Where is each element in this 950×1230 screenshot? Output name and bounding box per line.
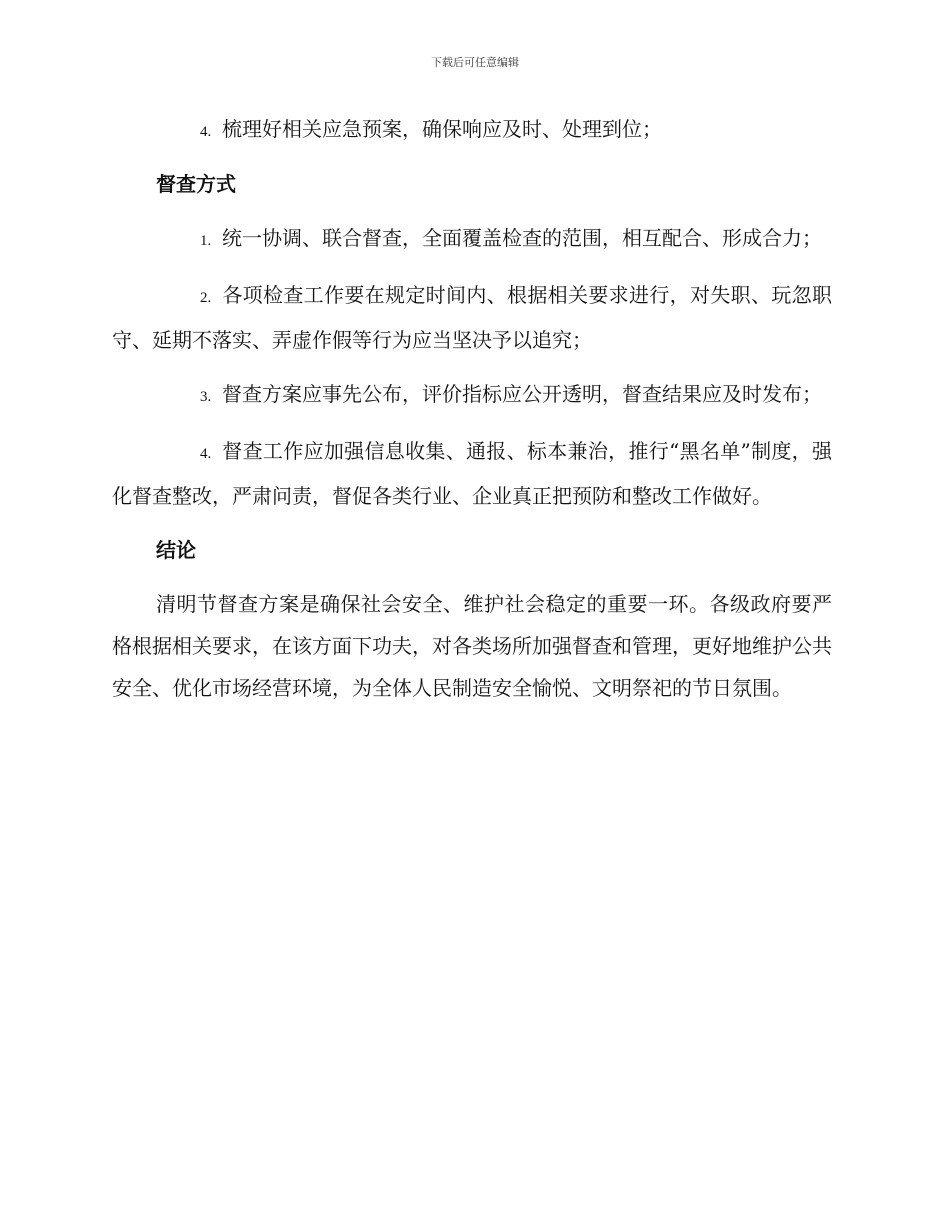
section-heading-methods: 督查方式 [156, 172, 236, 196]
document-body [112, 108, 832, 721]
list-item [112, 373, 832, 418]
list-item-number: 3. [200, 389, 212, 405]
list-item-number: 4. [200, 446, 212, 462]
list-item [112, 217, 832, 262]
list-item-text: 梳理好相关应急预案，确保响应及时、处理到位； [222, 117, 662, 141]
conclusion-paragraph: 清明节督查方案是确保社会安全、维护社会稳定的重要一环。各级政府要严格根据相关要求，在该方面下功夫，对各类场所加强督查和管理，更好地维护公共安全、优化市场经营环境，为全体人民制造安全愉悦、文明祭祀的节日氛围。 [112, 592, 832, 700]
list-item-number: 1. [200, 233, 212, 249]
list-item-text: 督查方案应事先公布，评价指标应公开透明，督查结果应及时发布； [222, 382, 822, 406]
page-header-note: 下载后可任意编辑 [431, 56, 519, 69]
list-item-text: 各项检查工作要在规定时间内、根据相关要求进行，对失职、玩忽职守、延期不落实、弄虚作假等行为应当坚决予以追究； [112, 283, 832, 352]
list-item [112, 274, 832, 361]
list-item-text: 统一协调、联合督查，全面覆盖检查的范围，相互配合、形成合力； [222, 226, 822, 250]
list-item-text: 督查工作应加强信息收集、通报、标本兼治，推行“黑名单”制度，强化督查整改，严肃问责，督促各类行业、企业真正把预防和整改工作做好。 [112, 439, 832, 508]
list-item [112, 108, 832, 153]
list-item-number: 2. [200, 290, 212, 306]
section-heading-conclusion: 结论 [156, 538, 196, 562]
list-item [112, 430, 832, 517]
list-item-number: 4. [200, 124, 212, 140]
